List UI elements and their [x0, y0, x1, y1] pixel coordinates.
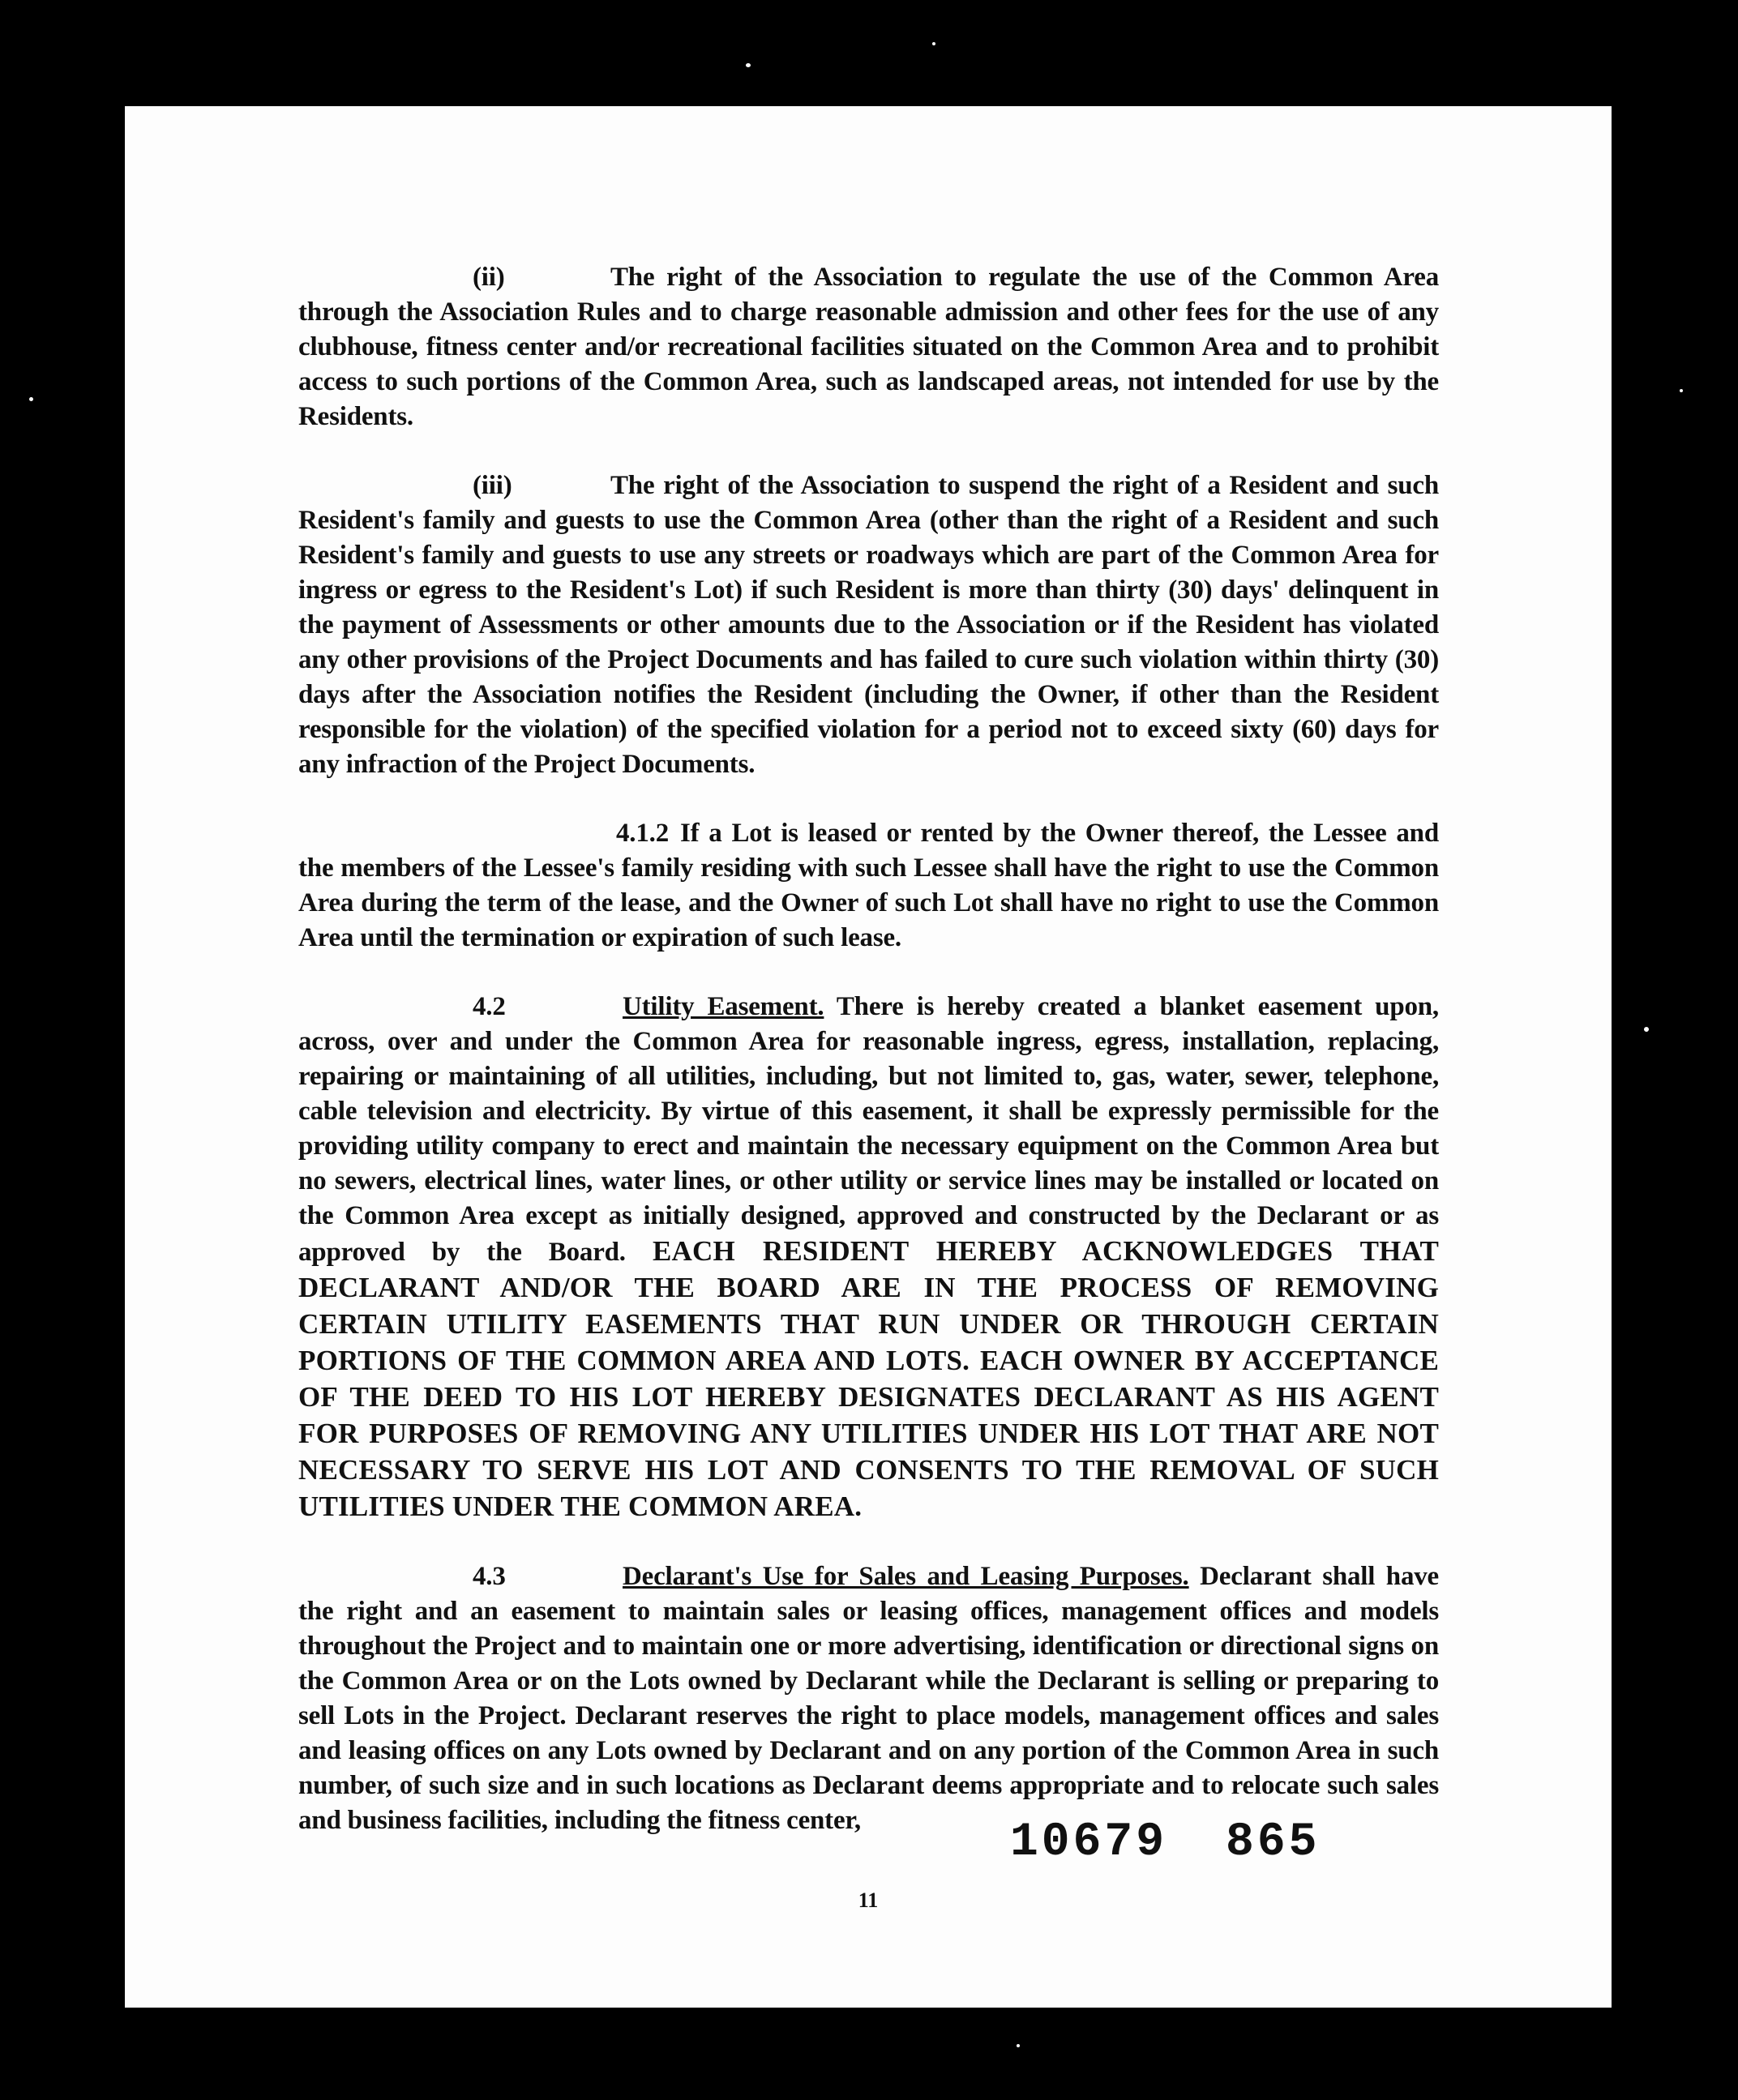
scan-speck — [1680, 389, 1683, 392]
scan-speck — [1017, 2044, 1020, 2047]
scan-speck — [932, 42, 935, 45]
paragraph-4-1-2 — [298, 816, 1439, 956]
section-heading: Utility Easement. — [623, 992, 824, 1021]
section-4-3-declarant-use — [298, 1559, 1439, 1838]
paragraph-text: The right of the Association to regulate the use of the Common Area through the Association Rules and to charge reasonable admission and other fees for the use of any clubhouse, fitness center and/or recreational facilities situated on the Common Area and to prohibit access to such portions of the Common Area, such as landscaped areas, not intended for use by the Residents. — [298, 263, 1439, 431]
stamp-book-number: 10679 — [1010, 1816, 1168, 1869]
scan-speck — [746, 63, 751, 67]
capitalized-notice: EACH RESIDENT HEREBY ACKNOWLEDGES THAT DECLARANT AND/OR THE BOARD ARE IN THE PROCESS OF REMOVING CERTAIN UTILITY EASEMENTS THAT RUN UNDER OR THROUGH CERTAIN PORTIONS OF THE COMMON AREA AND LOTS. EACH OWNER BY ACCEPTANCE OF THE DEED TO HIS LOT HEREBY DESIGNATES DECLARANT AS HIS AGENT FOR PURPOSES OF REMOVING ANY UTILITIES UNDER HIS LOT THAT ARE NOT NECESSARY TO SERVE HIS LOT AND CONSENTS TO THE REMOVAL OF SUCH UTILITIES UNDER THE COMMON AREA. — [298, 1235, 1439, 1522]
page-number: 11 — [858, 1888, 879, 1912]
stamp-page-number: 865 — [1226, 1816, 1321, 1869]
section-number: 4.2 — [473, 992, 506, 1021]
recording-stamp — [1010, 1816, 1320, 1869]
paragraph-text: If a Lot is leased or rented by the Owner thereof, the Lessee and the members of the Lessee's family residing with such Lessee shall have the right to use the Common Area during the term of the lease, and the Owner of such Lot shall have no right to use the Common Area until the termination or expiration of such lease. — [298, 819, 1439, 952]
section-4-2-utility-easement — [298, 990, 1439, 1525]
paragraph-number: (iii) — [473, 471, 512, 500]
section-heading: Declarant's Use for Sales and Leasing Purposes. — [623, 1562, 1189, 1591]
paragraph-number: 4.1.2 — [616, 819, 670, 848]
scan-speck — [29, 397, 33, 401]
document-page — [125, 106, 1612, 2008]
paragraph-number: (ii) — [473, 263, 505, 292]
paragraph-text: The right of the Association to suspend the right of a Resident and such Resident's family and guests to use the Common Area (other than the right of a Resident and such Resident's family and guests to use any streets or roadways which are part of the Common Area for ingress or egress to the Resident's Lot) if such Resident is more than thirty (30) days' delinquent in the payment of Assessments or other amounts due to the Association or if the Resident has violated any other provisions of the Project Documents and has failed to cure such violation within thirty (30) days after the Association notifies the Resident (including the Owner, if other than the Resident responsible for the violation) of the specified violation for a period not to exceed sixty (60) days for any infraction of the Project Documents. — [298, 471, 1439, 779]
section-number: 4.3 — [473, 1562, 506, 1591]
paragraph-text: Declarant shall have the right and an easement to maintain sales or leasing offices, management offices and models throughout the Project and to maintain one or more advertising, identification or directional signs on the Common Area or on the Lots owned by Declarant while the Declarant is selling or preparing to sell Lots in the Project. Declarant reserves the right to place models, management offices and sales and leasing offices on any Lots owned by Declarant and on any portion of the Common Area in such number, of such size and in such locations as Declarant deems appropriate and to relocate such sales and business facilities, including the fitness center, — [298, 1562, 1439, 1835]
paragraph-ii — [298, 260, 1439, 434]
page-body — [298, 260, 1439, 1872]
scan-speck — [1644, 1027, 1649, 1032]
paragraph-text: There is hereby created a blanket easement upon, across, over and under the Common Area for reasonable ingress, egress, installation, replacing, repairing or maintaining of all utilities, including, but not limited to, gas, water, sewer, telephone, cable television and electricity. By virtue of this easement, it shall be expressly permissible for the providing utility company to erect and maintain the necessary equipment on the Common Area but no sewers, electrical lines, water lines, or other utility or service lines may be installed or located on the Common Area except as initially designed, approved and constructed by the Declarant or as approved by the Board. — [298, 992, 1439, 1267]
paragraph-iii — [298, 468, 1439, 782]
